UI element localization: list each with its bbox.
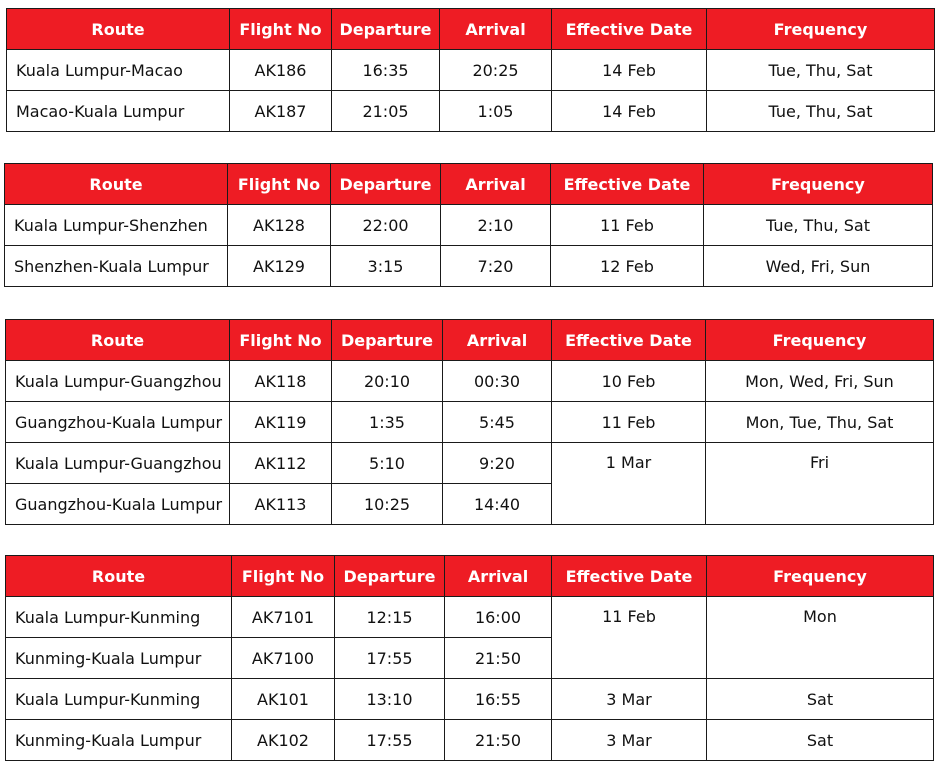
frequency-cell: Mon, Wed, Fri, Sun [706, 361, 934, 402]
departure-cell: 1:35 [332, 402, 443, 443]
frequency-cell: Sat [707, 679, 934, 720]
header-route: Route [6, 320, 230, 361]
effective-date-cell: 10 Feb [552, 361, 706, 402]
header-row [7, 9, 935, 50]
arrival-cell: 16:00 [445, 597, 552, 638]
header-frequency: Frequency [707, 9, 935, 50]
effective-date-cell: 11 Feb [552, 597, 707, 679]
flight-no-cell: AK7101 [232, 597, 335, 638]
header-flight-no: Flight No [230, 9, 332, 50]
flight-no-cell: AK102 [232, 720, 335, 761]
header-arrival: Arrival [441, 164, 551, 205]
frequency-cell: Sat [707, 720, 934, 761]
effective-date-cell: 12 Feb [551, 246, 704, 287]
effective-date-cell: 3 Mar [552, 720, 707, 761]
flight-no-cell: AK101 [232, 679, 335, 720]
header-row [6, 320, 934, 361]
departure-cell: 12:15 [335, 597, 445, 638]
header-row [5, 164, 933, 205]
header-frequency: Frequency [707, 556, 934, 597]
arrival-cell: 2:10 [441, 205, 551, 246]
departure-cell: 16:35 [332, 50, 440, 91]
table-row [5, 246, 933, 287]
departure-cell: 5:10 [332, 443, 443, 484]
arrival-cell: 21:50 [445, 720, 552, 761]
route-cell: Kuala Lumpur-Guangzhou [6, 361, 230, 402]
route-cell: Kuala Lumpur-Guangzhou [6, 443, 230, 484]
header-departure: Departure [332, 320, 443, 361]
arrival-cell: 7:20 [441, 246, 551, 287]
effective-date-cell: 1 Mar [552, 443, 706, 525]
header-departure: Departure [331, 164, 441, 205]
header-frequency: Frequency [706, 320, 934, 361]
departure-cell: 22:00 [331, 205, 441, 246]
route-cell: Guangzhou-Kuala Lumpur [6, 484, 230, 525]
effective-date-cell: 14 Feb [552, 50, 707, 91]
frequency-cell: Tue, Thu, Sat [707, 50, 935, 91]
effective-date-cell: 3 Mar [552, 679, 707, 720]
frequency-cell: Fri [706, 443, 934, 525]
route-cell: Kunming-Kuala Lumpur [6, 638, 232, 679]
arrival-cell: 14:40 [443, 484, 552, 525]
flight-no-cell: AK118 [230, 361, 332, 402]
departure-cell: 3:15 [331, 246, 441, 287]
table-row [5, 205, 933, 246]
frequency-cell: Wed, Fri, Sun [704, 246, 933, 287]
header-row [6, 556, 934, 597]
route-cell: Kuala Lumpur-Shenzhen [5, 205, 228, 246]
flight-no-cell: AK187 [230, 91, 332, 132]
departure-cell: 17:55 [335, 720, 445, 761]
arrival-cell: 9:20 [443, 443, 552, 484]
departure-cell: 13:10 [335, 679, 445, 720]
frequency-cell: Mon [707, 597, 934, 679]
arrival-cell: 16:55 [445, 679, 552, 720]
route-cell: Kuala Lumpur-Macao [7, 50, 230, 91]
departure-cell: 20:10 [332, 361, 443, 402]
table-row [7, 50, 935, 91]
arrival-cell: 00:30 [443, 361, 552, 402]
header-effective-date: Effective Date [552, 556, 707, 597]
schedule-table-guangzhou [5, 319, 934, 525]
table-row [6, 720, 934, 761]
route-cell: Macao-Kuala Lumpur [7, 91, 230, 132]
route-cell: Kuala Lumpur-Kunming [6, 597, 232, 638]
header-arrival: Arrival [440, 9, 552, 50]
header-effective-date: Effective Date [552, 9, 707, 50]
frequency-cell: Mon, Tue, Thu, Sat [706, 402, 934, 443]
header-route: Route [7, 9, 230, 50]
header-flight-no: Flight No [232, 556, 335, 597]
flight-no-cell: AK119 [230, 402, 332, 443]
header-arrival: Arrival [445, 556, 552, 597]
flight-no-cell: AK113 [230, 484, 332, 525]
flight-no-cell: AK128 [228, 205, 331, 246]
flight-no-cell: AK129 [228, 246, 331, 287]
arrival-cell: 20:25 [440, 50, 552, 91]
frequency-cell: Tue, Thu, Sat [707, 91, 935, 132]
effective-date-cell: 11 Feb [551, 205, 704, 246]
header-arrival: Arrival [443, 320, 552, 361]
table-row [6, 361, 934, 402]
header-route: Route [5, 164, 228, 205]
route-cell: Guangzhou-Kuala Lumpur [6, 402, 230, 443]
table-row [6, 402, 934, 443]
route-cell: Kunming-Kuala Lumpur [6, 720, 232, 761]
arrival-cell: 1:05 [440, 91, 552, 132]
departure-cell: 21:05 [332, 91, 440, 132]
header-effective-date: Effective Date [551, 164, 704, 205]
schedule-table-macao [6, 8, 935, 132]
header-frequency: Frequency [704, 164, 933, 205]
route-cell: Shenzhen-Kuala Lumpur [5, 246, 228, 287]
effective-date-cell: 14 Feb [552, 91, 707, 132]
table-row [7, 91, 935, 132]
arrival-cell: 21:50 [445, 638, 552, 679]
header-effective-date: Effective Date [552, 320, 706, 361]
table-row [6, 443, 934, 484]
schedule-table-shenzhen [4, 163, 933, 287]
arrival-cell: 5:45 [443, 402, 552, 443]
schedule-table-kunming [5, 555, 934, 761]
flight-no-cell: AK186 [230, 50, 332, 91]
header-route: Route [6, 556, 232, 597]
frequency-cell: Tue, Thu, Sat [704, 205, 933, 246]
table-row [6, 597, 934, 638]
flight-no-cell: AK112 [230, 443, 332, 484]
departure-cell: 17:55 [335, 638, 445, 679]
effective-date-cell: 11 Feb [552, 402, 706, 443]
header-departure: Departure [332, 9, 440, 50]
header-departure: Departure [335, 556, 445, 597]
header-flight-no: Flight No [230, 320, 332, 361]
flight-no-cell: AK7100 [232, 638, 335, 679]
route-cell: Kuala Lumpur-Kunming [6, 679, 232, 720]
table-row [6, 679, 934, 720]
header-flight-no: Flight No [228, 164, 331, 205]
departure-cell: 10:25 [332, 484, 443, 525]
